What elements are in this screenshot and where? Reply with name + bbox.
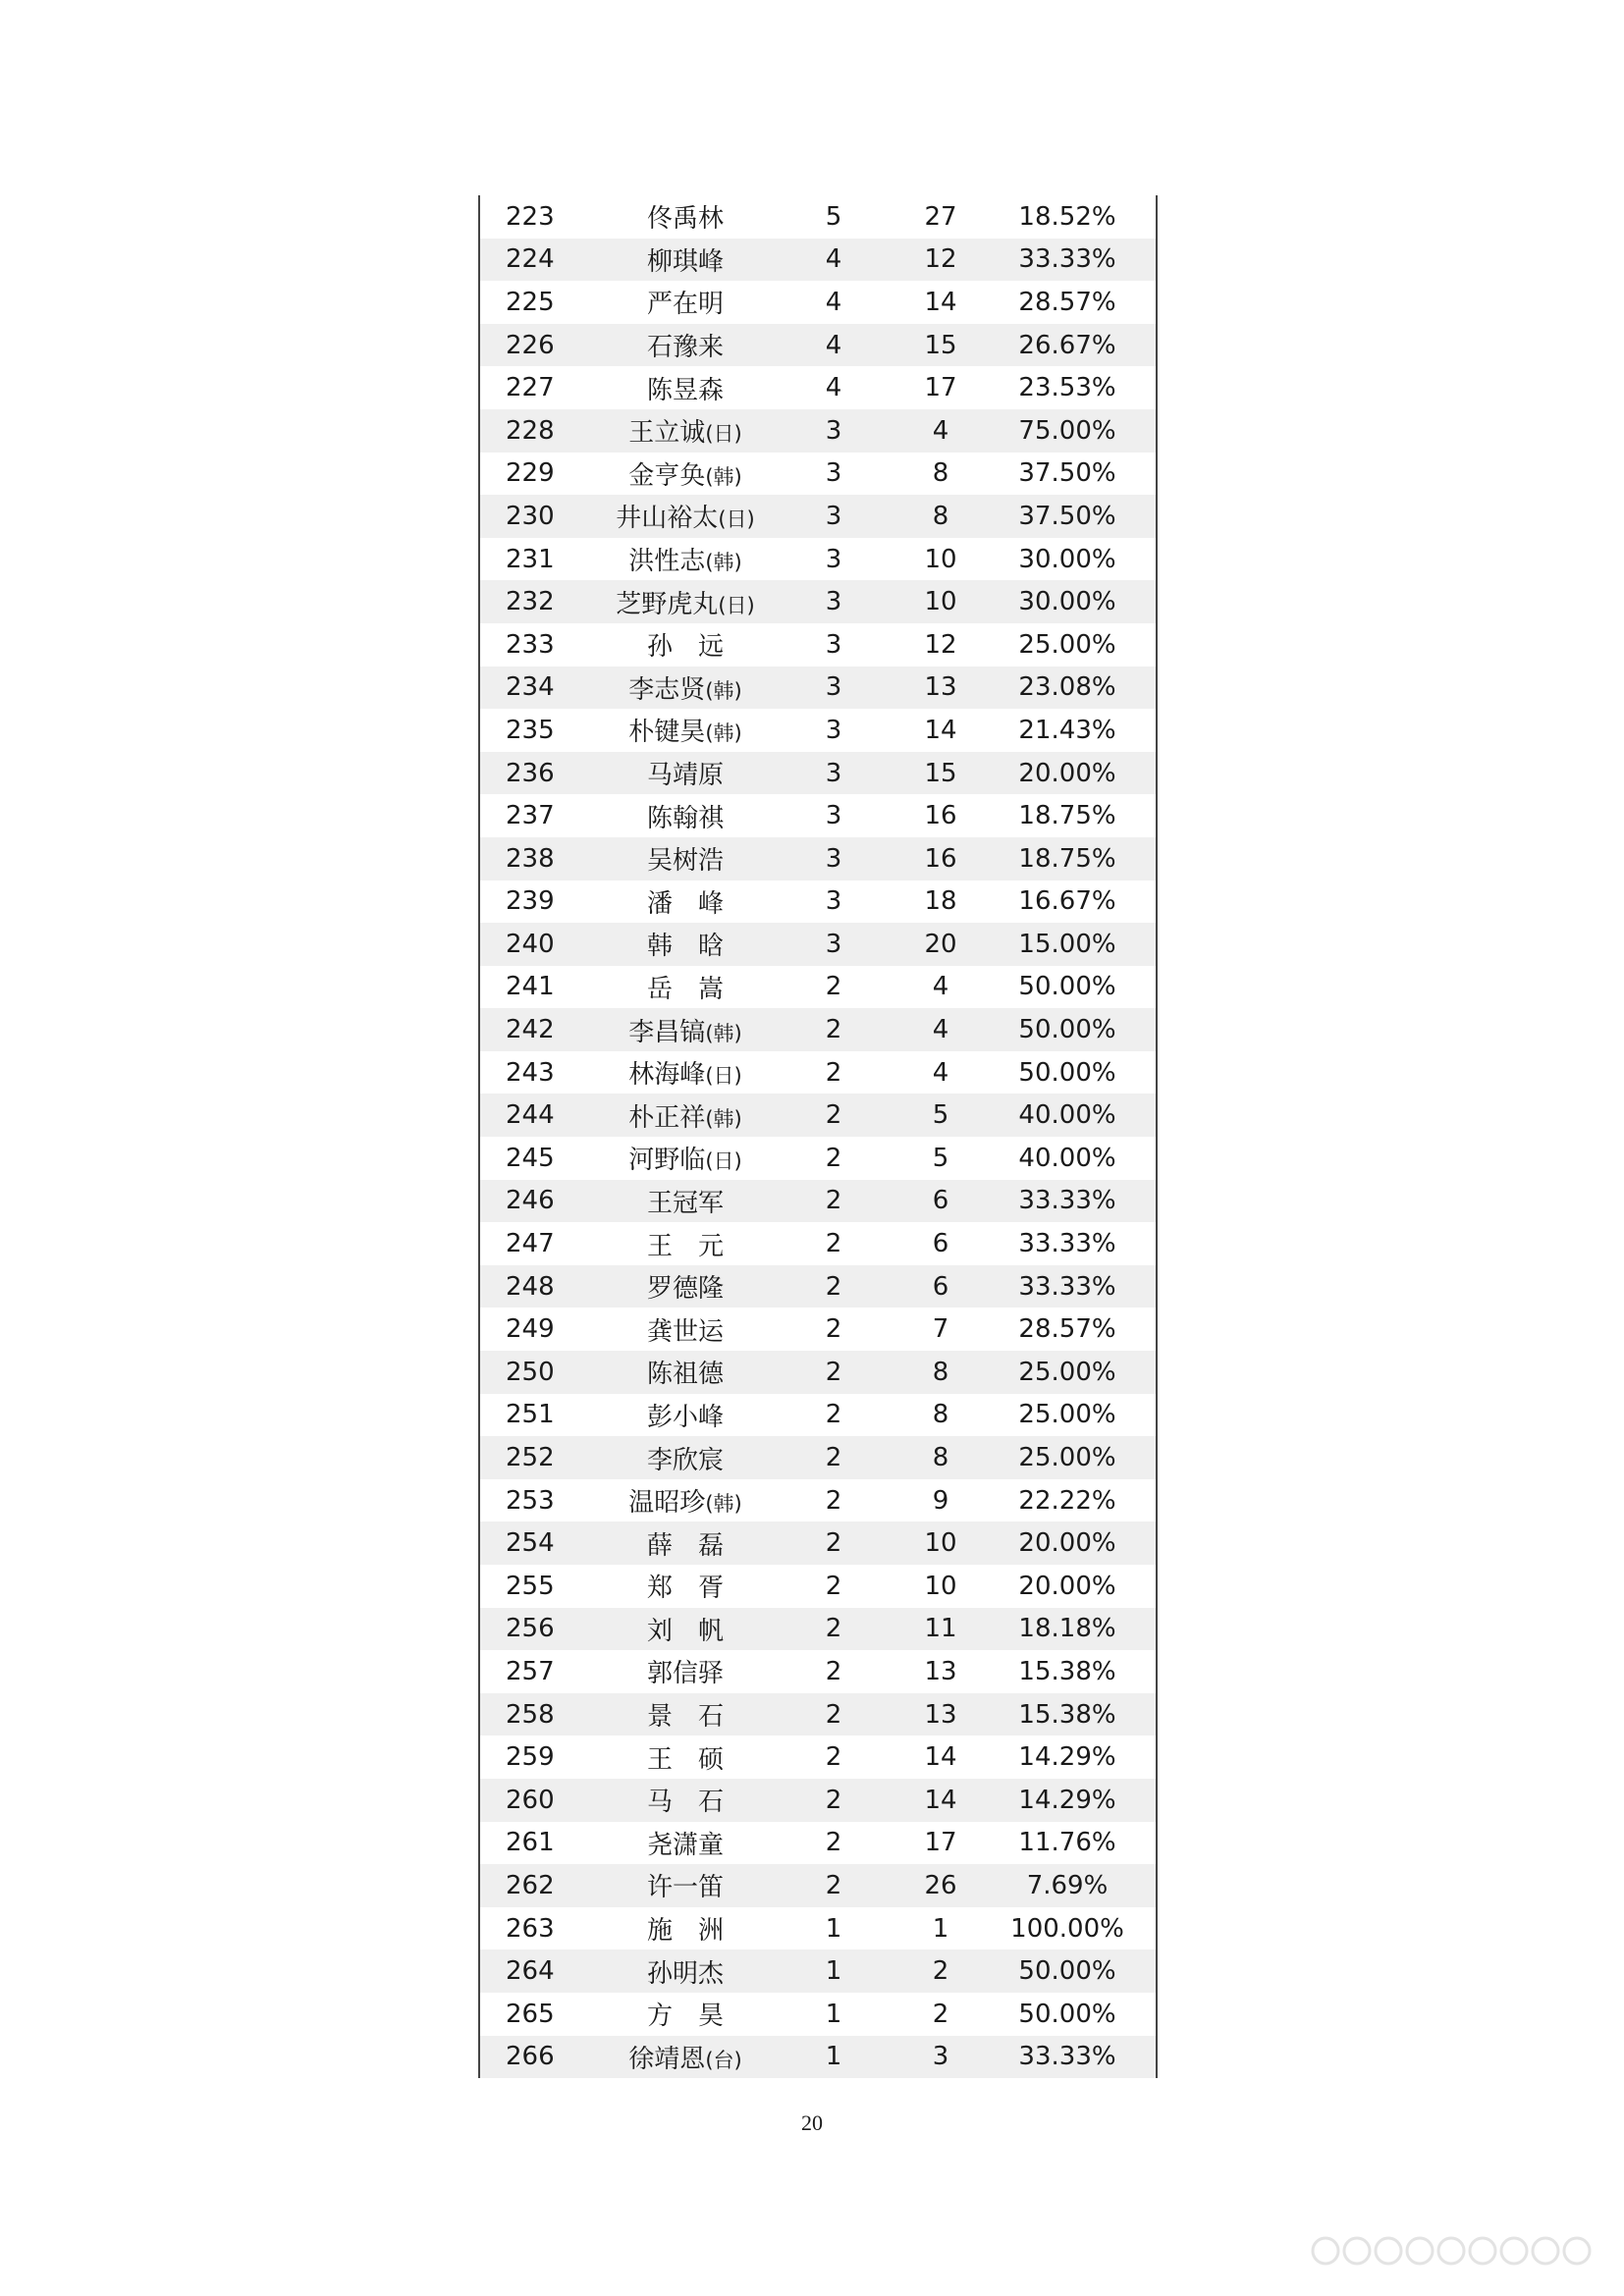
games-cell: 13 bbox=[924, 1699, 957, 1730]
table-row bbox=[480, 239, 1156, 282]
table-row bbox=[480, 1779, 1156, 1822]
country-tag: (日) bbox=[718, 593, 755, 617]
table-row bbox=[480, 195, 1156, 239]
table-row bbox=[480, 1822, 1156, 1865]
win-rate-cell: 33.33% bbox=[1018, 1229, 1116, 1259]
games-cell: 16 bbox=[924, 801, 957, 831]
games-cell: 3 bbox=[932, 2042, 949, 2072]
name-cell: 柳琪峰 bbox=[646, 246, 724, 277]
name-cell: 彭小峰 bbox=[646, 1402, 724, 1432]
wins-cell: 3 bbox=[825, 715, 842, 745]
rank-cell: 241 bbox=[506, 972, 555, 1002]
wins-cell: 2 bbox=[825, 1742, 842, 1773]
rank-cell: 224 bbox=[506, 244, 555, 275]
wins-cell: 3 bbox=[825, 929, 842, 959]
games-cell: 12 bbox=[924, 629, 957, 660]
games-cell: 1 bbox=[932, 1913, 949, 1944]
table-row bbox=[480, 837, 1156, 881]
rank-cell: 226 bbox=[506, 330, 555, 360]
wins-cell: 2 bbox=[825, 1143, 842, 1173]
wins-cell: 2 bbox=[825, 1614, 842, 1644]
table-row bbox=[480, 538, 1156, 581]
name-cell: 李欣宸 bbox=[646, 1445, 724, 1475]
win-rate-cell: 75.00% bbox=[1018, 415, 1116, 446]
ranking-table bbox=[478, 195, 1158, 2078]
country-tag: (日) bbox=[705, 1149, 742, 1174]
win-rate-cell: 15.00% bbox=[1018, 929, 1116, 959]
name-cell: 马 石 bbox=[646, 1788, 724, 1818]
wins-cell: 2 bbox=[825, 1870, 842, 1900]
wins-cell: 4 bbox=[825, 287, 842, 317]
country-tag: (韩) bbox=[705, 721, 742, 746]
watermark-logo bbox=[1311, 2234, 1596, 2268]
games-cell: 8 bbox=[932, 1443, 949, 1473]
games-cell: 17 bbox=[924, 373, 957, 403]
rank-cell: 238 bbox=[506, 843, 555, 874]
name-cell: 李昌镐(韩) bbox=[628, 1017, 742, 1047]
wins-cell: 2 bbox=[825, 972, 842, 1002]
rank-cell: 239 bbox=[506, 886, 555, 917]
wins-cell: 2 bbox=[825, 1314, 842, 1345]
table-row bbox=[480, 794, 1156, 837]
win-rate-cell: 14.29% bbox=[1018, 1742, 1116, 1773]
name-cell: 朴键昊(韩) bbox=[628, 718, 742, 748]
games-cell: 17 bbox=[924, 1828, 957, 1858]
games-cell: 27 bbox=[924, 201, 957, 232]
games-cell: 12 bbox=[924, 244, 957, 275]
games-cell: 11 bbox=[924, 1614, 957, 1644]
table-row bbox=[480, 495, 1156, 538]
name-cell: 王立诚(日) bbox=[628, 418, 742, 449]
games-cell: 2 bbox=[932, 1999, 949, 2029]
table-row bbox=[480, 1137, 1156, 1180]
win-rate-cell: 50.00% bbox=[1018, 1956, 1116, 1987]
rank-cell: 229 bbox=[506, 458, 555, 489]
wins-cell: 1 bbox=[825, 2042, 842, 2072]
games-cell: 26 bbox=[924, 1870, 957, 1900]
name-cell: 林海峰(日) bbox=[628, 1060, 742, 1091]
games-cell: 8 bbox=[932, 458, 949, 489]
games-cell: 6 bbox=[932, 1229, 949, 1259]
country-tag: (韩) bbox=[705, 1021, 742, 1045]
rank-cell: 242 bbox=[506, 1015, 555, 1045]
table-row bbox=[480, 1907, 1156, 1950]
table-row bbox=[480, 1008, 1156, 1051]
games-cell: 7 bbox=[932, 1314, 949, 1345]
name-cell: 孙明杰 bbox=[646, 1958, 724, 1989]
games-cell: 4 bbox=[932, 1057, 949, 1088]
rank-cell: 244 bbox=[506, 1100, 555, 1131]
table-row bbox=[480, 1394, 1156, 1437]
win-rate-cell: 25.00% bbox=[1018, 1400, 1116, 1430]
rank-cell: 246 bbox=[506, 1186, 555, 1216]
games-cell: 14 bbox=[924, 715, 957, 745]
table-row bbox=[480, 1993, 1156, 2036]
games-cell: 9 bbox=[932, 1485, 949, 1516]
rank-cell: 247 bbox=[506, 1229, 555, 1259]
table-row bbox=[480, 1735, 1156, 1779]
wins-cell: 4 bbox=[825, 244, 842, 275]
name-cell: 马靖原 bbox=[646, 761, 724, 791]
rank-cell: 231 bbox=[506, 544, 555, 574]
games-cell: 2 bbox=[932, 1956, 949, 1987]
rank-cell: 261 bbox=[506, 1828, 555, 1858]
win-rate-cell: 20.00% bbox=[1018, 1528, 1116, 1559]
name-cell: 景 石 bbox=[646, 1702, 724, 1733]
name-cell: 郑 胥 bbox=[646, 1574, 724, 1604]
wins-cell: 2 bbox=[825, 1785, 842, 1815]
name-cell: 朴正祥(韩) bbox=[628, 1102, 742, 1133]
name-cell: 王 元 bbox=[646, 1231, 724, 1261]
name-cell: 岳 嵩 bbox=[646, 974, 724, 1004]
rank-cell: 249 bbox=[506, 1314, 555, 1345]
wins-cell: 3 bbox=[825, 587, 842, 617]
wins-cell: 2 bbox=[825, 1057, 842, 1088]
name-cell: 温昭珍(韩) bbox=[628, 1488, 742, 1519]
win-rate-cell: 18.18% bbox=[1018, 1614, 1116, 1644]
wins-cell: 2 bbox=[825, 1571, 842, 1601]
rank-cell: 237 bbox=[506, 801, 555, 831]
win-rate-cell: 20.00% bbox=[1018, 1571, 1116, 1601]
rank-cell: 223 bbox=[506, 201, 555, 232]
rank-cell: 232 bbox=[506, 587, 555, 617]
rank-cell: 240 bbox=[506, 929, 555, 959]
win-rate-cell: 50.00% bbox=[1018, 1057, 1116, 1088]
table-row bbox=[480, 1949, 1156, 1993]
win-rate-cell: 18.75% bbox=[1018, 801, 1116, 831]
wins-cell: 2 bbox=[825, 1656, 842, 1686]
games-cell: 15 bbox=[924, 330, 957, 360]
name-cell: 芝野虎丸(日) bbox=[616, 589, 755, 619]
games-cell: 10 bbox=[924, 587, 957, 617]
win-rate-cell: 25.00% bbox=[1018, 629, 1116, 660]
games-cell: 6 bbox=[932, 1271, 949, 1302]
win-rate-cell: 33.33% bbox=[1018, 2042, 1116, 2072]
table-row bbox=[480, 1222, 1156, 1265]
country-tag: (日) bbox=[705, 422, 742, 447]
win-rate-cell: 40.00% bbox=[1018, 1143, 1116, 1173]
win-rate-cell: 33.33% bbox=[1018, 1186, 1116, 1216]
table-row bbox=[480, 1436, 1156, 1479]
table-row bbox=[480, 1094, 1156, 1137]
win-rate-cell: 50.00% bbox=[1018, 1015, 1116, 1045]
rank-cell: 256 bbox=[506, 1614, 555, 1644]
rank-cell: 233 bbox=[506, 629, 555, 660]
rank-cell: 260 bbox=[506, 1785, 555, 1815]
rank-cell: 254 bbox=[506, 1528, 555, 1559]
wins-cell: 2 bbox=[825, 1443, 842, 1473]
rank-cell: 265 bbox=[506, 1999, 555, 2029]
win-rate-cell: 30.00% bbox=[1018, 544, 1116, 574]
rank-cell: 252 bbox=[506, 1443, 555, 1473]
games-cell: 5 bbox=[932, 1100, 949, 1131]
rank-cell: 258 bbox=[506, 1699, 555, 1730]
rank-cell: 250 bbox=[506, 1357, 555, 1387]
wins-cell: 4 bbox=[825, 373, 842, 403]
win-rate-cell: 15.38% bbox=[1018, 1656, 1116, 1686]
table-row bbox=[480, 324, 1156, 367]
wins-cell: 3 bbox=[825, 758, 842, 788]
name-cell: 潘 峰 bbox=[646, 888, 724, 919]
games-cell: 4 bbox=[932, 972, 949, 1002]
rank-cell: 227 bbox=[506, 373, 555, 403]
table-row bbox=[480, 2036, 1156, 2079]
games-cell: 4 bbox=[932, 1015, 949, 1045]
win-rate-cell: 18.52% bbox=[1018, 201, 1116, 232]
wins-cell: 2 bbox=[825, 1357, 842, 1387]
rank-cell: 225 bbox=[506, 287, 555, 317]
games-cell: 18 bbox=[924, 886, 957, 917]
table-row bbox=[480, 1308, 1156, 1351]
games-cell: 20 bbox=[924, 929, 957, 959]
win-rate-cell: 11.76% bbox=[1018, 1828, 1116, 1858]
table-row bbox=[480, 1051, 1156, 1095]
rank-cell: 253 bbox=[506, 1485, 555, 1516]
name-cell: 陈昱森 bbox=[646, 375, 724, 405]
name-cell: 严在明 bbox=[646, 290, 724, 320]
rank-cell: 235 bbox=[506, 715, 555, 745]
name-cell: 许一笛 bbox=[646, 1873, 724, 1903]
rank-cell: 266 bbox=[506, 2042, 555, 2072]
wins-cell: 2 bbox=[825, 1400, 842, 1430]
table-row bbox=[480, 923, 1156, 966]
win-rate-cell: 37.50% bbox=[1018, 458, 1116, 489]
name-cell: 金亨奂(韩) bbox=[628, 460, 742, 491]
country-tag: (日) bbox=[718, 507, 755, 532]
games-cell: 5 bbox=[932, 1143, 949, 1173]
win-rate-cell: 16.67% bbox=[1018, 886, 1116, 917]
country-tag: (台) bbox=[705, 2048, 742, 2072]
win-rate-cell: 22.22% bbox=[1018, 1485, 1116, 1516]
games-cell: 14 bbox=[924, 287, 957, 317]
win-rate-cell: 23.08% bbox=[1018, 672, 1116, 703]
table-row bbox=[480, 623, 1156, 667]
table-row bbox=[480, 1650, 1156, 1693]
table-row bbox=[480, 1693, 1156, 1736]
wins-cell: 2 bbox=[825, 1528, 842, 1559]
table-row bbox=[480, 1522, 1156, 1565]
name-cell: 王冠军 bbox=[646, 1188, 724, 1218]
win-rate-cell: 28.57% bbox=[1018, 1314, 1116, 1345]
name-cell: 陈祖德 bbox=[646, 1360, 724, 1390]
table-row bbox=[480, 1265, 1156, 1308]
country-tag: (韩) bbox=[705, 678, 742, 703]
name-cell: 方 昊 bbox=[646, 2002, 724, 2032]
wins-cell: 1 bbox=[825, 1956, 842, 1987]
rank-cell: 262 bbox=[506, 1870, 555, 1900]
name-cell: 陈翰祺 bbox=[646, 803, 724, 833]
name-cell: 佟禹林 bbox=[646, 204, 724, 235]
name-cell: 薛 磊 bbox=[646, 1530, 724, 1561]
table-row bbox=[480, 1479, 1156, 1522]
win-rate-cell: 14.29% bbox=[1018, 1785, 1116, 1815]
win-rate-cell: 26.67% bbox=[1018, 330, 1116, 360]
rank-cell: 251 bbox=[506, 1400, 555, 1430]
games-cell: 13 bbox=[924, 1656, 957, 1686]
wins-cell: 3 bbox=[825, 672, 842, 703]
table-row bbox=[480, 281, 1156, 324]
name-cell: 罗德隆 bbox=[646, 1274, 724, 1305]
name-cell: 徐靖恩(台) bbox=[628, 2044, 742, 2074]
rank-cell: 257 bbox=[506, 1656, 555, 1686]
rank-cell: 264 bbox=[506, 1956, 555, 1987]
country-tag: (韩) bbox=[705, 551, 742, 575]
wins-cell: 2 bbox=[825, 1485, 842, 1516]
games-cell: 15 bbox=[924, 758, 957, 788]
name-cell: 施 洲 bbox=[646, 1916, 724, 1947]
country-tag: (韩) bbox=[705, 1492, 742, 1517]
wins-cell: 2 bbox=[825, 1229, 842, 1259]
games-cell: 8 bbox=[932, 1357, 949, 1387]
wins-cell: 2 bbox=[825, 1100, 842, 1131]
wins-cell: 2 bbox=[825, 1015, 842, 1045]
rank-cell: 236 bbox=[506, 758, 555, 788]
wins-cell: 4 bbox=[825, 330, 842, 360]
rank-cell: 230 bbox=[506, 501, 555, 531]
name-cell: 王 硕 bbox=[646, 1744, 724, 1775]
wins-cell: 2 bbox=[825, 1699, 842, 1730]
name-cell: 吴树浩 bbox=[646, 846, 724, 877]
name-cell: 河野临(日) bbox=[628, 1146, 742, 1176]
rank-cell: 245 bbox=[506, 1143, 555, 1173]
country-tag: (韩) bbox=[705, 1106, 742, 1131]
win-rate-cell: 33.33% bbox=[1018, 1271, 1116, 1302]
games-cell: 14 bbox=[924, 1742, 957, 1773]
table-row bbox=[480, 1180, 1156, 1223]
rank-cell: 234 bbox=[506, 672, 555, 703]
wins-cell: 3 bbox=[825, 544, 842, 574]
rank-cell: 255 bbox=[506, 1571, 555, 1601]
rank-cell: 263 bbox=[506, 1913, 555, 1944]
win-rate-cell: 100.00% bbox=[1010, 1913, 1124, 1944]
games-cell: 8 bbox=[932, 1400, 949, 1430]
country-tag: (韩) bbox=[705, 464, 742, 489]
name-cell: 洪性志(韩) bbox=[628, 547, 742, 577]
wins-cell: 2 bbox=[825, 1186, 842, 1216]
win-rate-cell: 25.00% bbox=[1018, 1443, 1116, 1473]
wins-cell: 2 bbox=[825, 1828, 842, 1858]
name-cell: 龚世运 bbox=[646, 1316, 724, 1347]
name-cell: 孙 远 bbox=[646, 632, 724, 663]
name-cell: 郭信驿 bbox=[646, 1659, 724, 1689]
table-row bbox=[480, 580, 1156, 623]
table-row bbox=[480, 1608, 1156, 1651]
name-cell: 韩 晗 bbox=[646, 932, 724, 962]
games-cell: 10 bbox=[924, 1528, 957, 1559]
wins-cell: 5 bbox=[825, 201, 842, 232]
games-cell: 4 bbox=[932, 415, 949, 446]
table-row bbox=[480, 1864, 1156, 1907]
win-rate-cell: 25.00% bbox=[1018, 1357, 1116, 1387]
games-cell: 8 bbox=[932, 501, 949, 531]
games-cell: 10 bbox=[924, 544, 957, 574]
win-rate-cell: 50.00% bbox=[1018, 972, 1116, 1002]
country-tag: (日) bbox=[705, 1064, 742, 1089]
rank-cell: 228 bbox=[506, 415, 555, 446]
wins-cell: 1 bbox=[825, 1999, 842, 2029]
wins-cell: 2 bbox=[825, 1271, 842, 1302]
name-cell: 尧潇童 bbox=[646, 1830, 724, 1860]
table-row bbox=[480, 709, 1156, 752]
wins-cell: 3 bbox=[825, 629, 842, 660]
table-row bbox=[480, 366, 1156, 409]
games-cell: 13 bbox=[924, 672, 957, 703]
games-cell: 10 bbox=[924, 1571, 957, 1601]
win-rate-cell: 33.33% bbox=[1018, 244, 1116, 275]
table-row bbox=[480, 1351, 1156, 1394]
win-rate-cell: 28.57% bbox=[1018, 287, 1116, 317]
rank-cell: 259 bbox=[506, 1742, 555, 1773]
wins-cell: 3 bbox=[825, 886, 842, 917]
win-rate-cell: 7.69% bbox=[1026, 1870, 1109, 1900]
table-row bbox=[480, 881, 1156, 924]
win-rate-cell: 21.43% bbox=[1018, 715, 1116, 745]
wins-cell: 3 bbox=[825, 843, 842, 874]
wins-cell: 3 bbox=[825, 415, 842, 446]
win-rate-cell: 30.00% bbox=[1018, 587, 1116, 617]
table-row bbox=[480, 752, 1156, 795]
win-rate-cell: 15.38% bbox=[1018, 1699, 1116, 1730]
name-cell: 刘 帆 bbox=[646, 1616, 724, 1646]
win-rate-cell: 18.75% bbox=[1018, 843, 1116, 874]
name-cell: 石豫来 bbox=[646, 333, 724, 363]
rank-cell: 248 bbox=[506, 1271, 555, 1302]
rank-cell: 243 bbox=[506, 1057, 555, 1088]
table-row bbox=[480, 667, 1156, 710]
games-cell: 6 bbox=[932, 1186, 949, 1216]
table-row bbox=[480, 409, 1156, 453]
name-cell: 李志贤(韩) bbox=[628, 674, 742, 705]
win-rate-cell: 37.50% bbox=[1018, 501, 1116, 531]
table-row bbox=[480, 453, 1156, 496]
games-cell: 16 bbox=[924, 843, 957, 874]
games-cell: 14 bbox=[924, 1785, 957, 1815]
name-cell: 井山裕太(日) bbox=[616, 504, 755, 534]
wins-cell: 3 bbox=[825, 458, 842, 489]
win-rate-cell: 40.00% bbox=[1018, 1100, 1116, 1131]
win-rate-cell: 20.00% bbox=[1018, 758, 1116, 788]
table-row bbox=[480, 966, 1156, 1009]
wins-cell: 1 bbox=[825, 1913, 842, 1944]
page-number: 20 bbox=[801, 2110, 823, 2135]
wins-cell: 3 bbox=[825, 801, 842, 831]
win-rate-cell: 23.53% bbox=[1018, 373, 1116, 403]
wins-cell: 3 bbox=[825, 501, 842, 531]
table-row bbox=[480, 1565, 1156, 1608]
win-rate-cell: 50.00% bbox=[1018, 1999, 1116, 2029]
